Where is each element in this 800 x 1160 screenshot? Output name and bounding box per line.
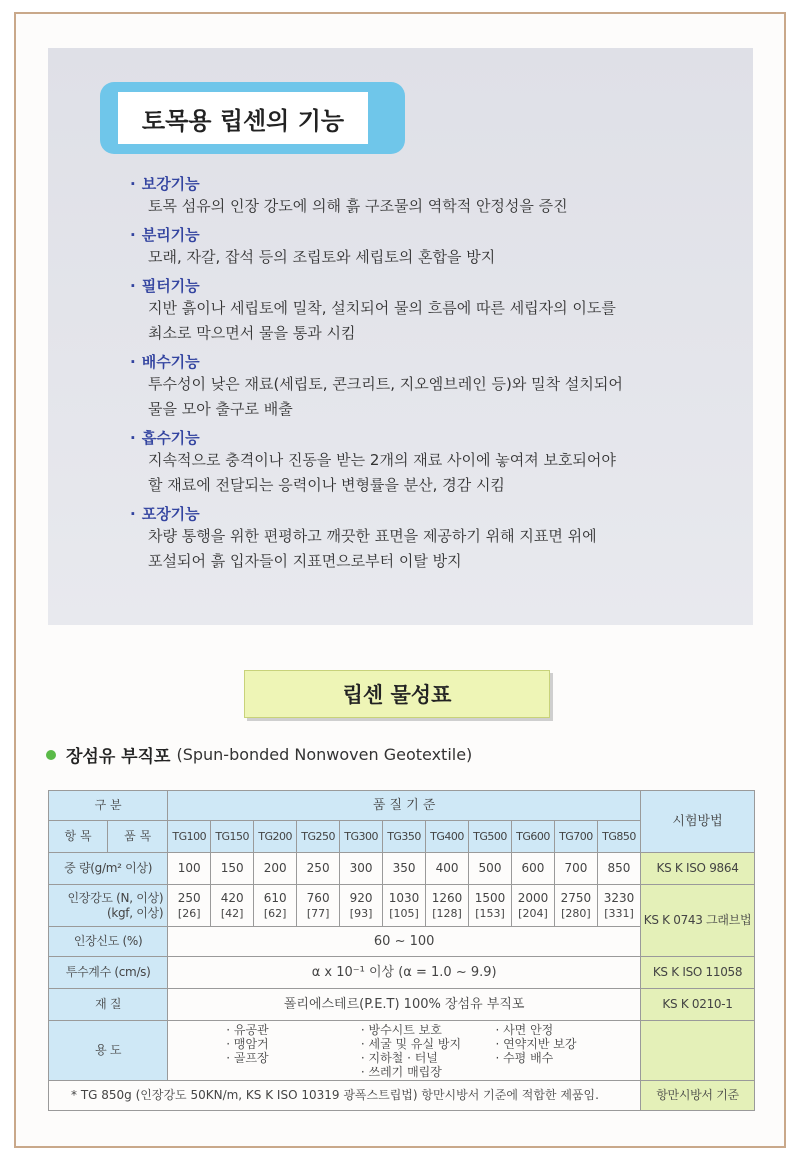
tensile-n: 3230 — [603, 890, 635, 905]
function-description: 지반 흙이나 세립토에 밀착, 설치되어 물의 흐름에 따른 세립자의 이도를 — [148, 299, 616, 317]
tensile-value — [297, 885, 340, 927]
weight-value: 500 — [469, 853, 512, 885]
tensile-n: 250 — [177, 890, 201, 905]
use-item: · 연약지반 보강 — [495, 1036, 577, 1051]
product-header: TG300 — [340, 821, 383, 853]
product-header: TG400 — [426, 821, 469, 853]
footnote-method: 항만시방서 기준 — [641, 1081, 755, 1111]
tensile-kgf: [77] — [306, 906, 330, 920]
permeability-value: α x 10⁻¹ 이상 (α = 1.0 ~ 9.9) — [168, 957, 641, 989]
tensile-value — [254, 885, 297, 927]
weight-value: 250 — [297, 853, 340, 885]
elongation-value: 60 ~ 100 — [168, 927, 641, 957]
footnote: * TG 850g (인장강도 50KN/m, KS K ISO 10319 광폭스트립법) 항만시방서 기준에 적합한 제품임. — [49, 1081, 641, 1111]
tensile-value — [383, 885, 426, 927]
product-header: TG150 — [211, 821, 254, 853]
tensile-value — [511, 885, 554, 927]
weight-label: 중 량(g/m² 이상) — [49, 853, 168, 885]
use-item: · 유공관 — [226, 1022, 269, 1037]
tensile-kgf: [62] — [263, 906, 287, 920]
tensile-kgf: [42] — [220, 906, 244, 920]
tensile-kgf: [26] — [177, 906, 201, 920]
function-description: 모래, 자갈, 잡석 등의 조립토와 세립토의 혼합을 방지 — [148, 248, 496, 266]
tensile-n: 760 — [306, 890, 330, 905]
tensile-value — [211, 885, 254, 927]
bullet-icon: · — [130, 226, 136, 244]
permeability-method: KS K ISO 11058 — [641, 957, 755, 989]
bullet-icon: · — [130, 505, 136, 523]
product-header: TG500 — [469, 821, 512, 853]
function-description: 포설되어 흙 입자들이 지표면으로부터 이탈 방지 — [148, 552, 462, 570]
function-item — [130, 352, 710, 422]
product-header: TG350 — [383, 821, 426, 853]
tensile-n: 610 — [263, 890, 287, 905]
tensile-n: 1260 — [431, 890, 463, 905]
use-item: · 방수시트 보호 — [360, 1022, 442, 1037]
elongation-label: 인장신도 (%) — [49, 927, 168, 957]
weight-value: 200 — [254, 853, 297, 885]
tensile-kgf: [128] — [432, 906, 462, 920]
props-title: 립센 물성표 — [244, 670, 550, 718]
tensile-kgf: [331] — [604, 906, 634, 920]
tensile-n: 2750 — [560, 890, 592, 905]
tensile-kgf: [153] — [475, 906, 505, 920]
tensile-value — [554, 885, 597, 927]
function-title: · 흡수기능 — [130, 429, 200, 447]
function-title: · 분리기능 — [130, 226, 200, 244]
use-method — [641, 1021, 755, 1081]
function-item — [130, 276, 710, 346]
function-description: 차량 통행을 위한 편평하고 깨끗한 표면을 제공하기 위해 지표면 위에 — [148, 527, 597, 545]
tensile-kgf: [204] — [518, 906, 548, 920]
use-item: · 지하철 · 터널 — [360, 1050, 438, 1065]
function-description: 투수성이 낮은 재료(세립토, 콘크리트, 지오엠브레인 등)와 밀착 설치되어 — [148, 375, 623, 393]
header-quality-standard: 품 질 기 준 — [168, 791, 641, 821]
tensile-kgf: [105] — [389, 906, 419, 920]
functions-title-badge — [100, 82, 405, 154]
properties-table — [48, 790, 755, 1111]
functions-title: 토목용 립센의 기능 — [118, 92, 368, 144]
header-hangmok: 항 목 — [49, 821, 108, 853]
use-column-1 — [226, 1023, 361, 1079]
tensile-kgf: [93] — [349, 906, 373, 920]
function-description: 토목 섬유의 인장 강도에 의해 흙 구조물의 역학적 안정성을 증진 — [148, 197, 568, 215]
weight-value: 400 — [426, 853, 469, 885]
tensile-label — [49, 885, 168, 927]
product-header: TG200 — [254, 821, 297, 853]
functions-list — [130, 174, 710, 580]
section-title-eng: (Spun-bonded Nonwoven Geotextile) — [176, 745, 473, 764]
header-pummok: 품 목 — [108, 821, 168, 853]
use-item: · 세굴 및 유실 방지 — [360, 1036, 462, 1051]
tensile-value — [168, 885, 211, 927]
product-header: TG700 — [554, 821, 597, 853]
weight-value: 350 — [383, 853, 426, 885]
bullet-icon: · — [130, 175, 136, 193]
tensile-label-kgf: (kgf, 이상) — [106, 905, 164, 920]
permeability-label: 투수계수 (cm/s) — [49, 957, 168, 989]
weight-value: 300 — [340, 853, 383, 885]
function-title: · 필터기능 — [130, 277, 200, 295]
tensile-method: KS K 0743 그래브법 — [641, 885, 755, 957]
weight-value: 600 — [511, 853, 554, 885]
product-header: TG600 — [511, 821, 554, 853]
tensile-n: 920 — [349, 890, 373, 905]
tensile-label-n: 인장강도 (N, 이상) — [67, 890, 164, 905]
product-header: TG100 — [168, 821, 211, 853]
product-header: TG250 — [297, 821, 340, 853]
function-item — [130, 504, 710, 574]
section-heading — [46, 742, 472, 767]
use-item: · 골프장 — [226, 1050, 269, 1065]
tensile-n: 2000 — [517, 890, 549, 905]
weight-value: 150 — [211, 853, 254, 885]
tensile-n: 420 — [220, 890, 244, 905]
weight-value: 700 — [554, 853, 597, 885]
bullet-icon — [46, 750, 56, 760]
function-item — [130, 174, 710, 219]
section-title-kor: 장섬유 부직포 — [66, 747, 171, 767]
use-item: · 맹암거 — [226, 1036, 269, 1051]
bullet-icon: · — [130, 353, 136, 371]
function-description: 지속적으로 충격이나 진동을 받는 2개의 재료 사이에 놓여져 보호되어야 — [148, 451, 616, 469]
material-method: KS K 0210-1 — [641, 989, 755, 1021]
use-label: 용 도 — [49, 1021, 168, 1081]
function-description: 할 재료에 전달되는 응력이나 변형률을 분산, 경감 시킴 — [148, 476, 505, 494]
product-header: TG850 — [597, 821, 640, 853]
use-item: · 쓰레기 매립장 — [360, 1064, 442, 1079]
function-item — [130, 225, 710, 270]
material-label: 재 질 — [49, 989, 168, 1021]
function-description: 최소로 막으면서 물을 통과 시킴 — [148, 324, 356, 342]
tensile-value — [426, 885, 469, 927]
tensile-value — [469, 885, 512, 927]
function-description: 물을 모아 출구로 배출 — [148, 400, 293, 418]
material-value: 폴리에스테르(P.E.T) 100% 장섬유 부직포 — [168, 989, 641, 1021]
function-item — [130, 428, 710, 498]
use-item: · 수평 배수 — [495, 1050, 554, 1065]
weight-method: KS K ISO 9864 — [641, 853, 755, 885]
function-title: · 보강기능 — [130, 175, 200, 193]
header-test-method: 시험방법 — [641, 791, 755, 853]
weight-value: 100 — [168, 853, 211, 885]
tensile-n: 1030 — [388, 890, 420, 905]
bullet-icon: · — [130, 429, 136, 447]
use-column-3 — [495, 1023, 630, 1079]
tensile-value — [340, 885, 383, 927]
tensile-n: 1500 — [474, 890, 506, 905]
use-item: · 사면 안정 — [495, 1022, 554, 1037]
use-column-2 — [361, 1023, 496, 1079]
use-cell — [168, 1021, 641, 1081]
tensile-value — [597, 885, 640, 927]
function-title: · 포장기능 — [130, 505, 200, 523]
tensile-kgf: [280] — [561, 906, 591, 920]
header-gubun: 구 분 — [49, 791, 168, 821]
bullet-icon: · — [130, 277, 136, 295]
function-title: · 배수기능 — [130, 353, 200, 371]
weight-value: 850 — [597, 853, 640, 885]
